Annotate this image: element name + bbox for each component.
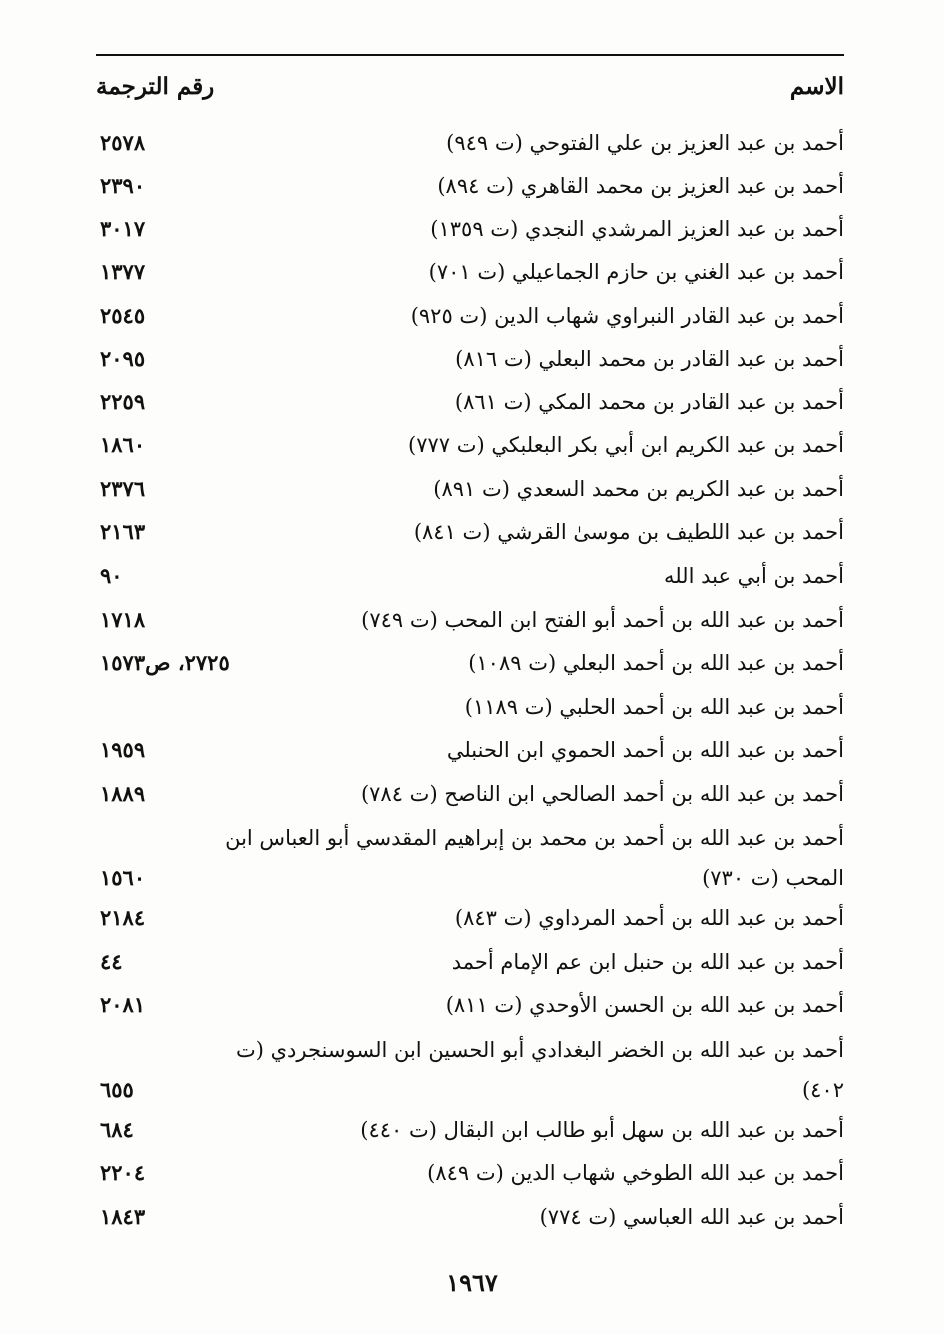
list-item (0, 942, 944, 986)
list-item (0, 512, 944, 556)
list-item (0, 339, 944, 383)
entry-name: أحمد بن عبد الله بن أحمد المرداوي (ت ٨٤٣) (454, 906, 844, 930)
entry-number: ٤٤ (100, 949, 123, 974)
entry-name: أحمد بن عبد الله بن سهل أبو طالب ابن البقال (ت ٤٤٠) (360, 1118, 844, 1142)
list-item (0, 985, 944, 1029)
entry-name: أحمد بن أبي عبد الله (663, 564, 844, 588)
list-item (0, 425, 944, 469)
list-item (0, 123, 944, 167)
list-item (0, 556, 944, 600)
number-column-header: رقم الترجمة (96, 73, 215, 100)
entry-name: أحمد بن عبد القادر بن محمد البعلي (ت ٨١٦) (455, 347, 844, 371)
entry-number: ١٩٥٩ (100, 737, 146, 762)
entry-name: أحمد بن عبد القادر بن محمد المكي (ت ٨٦١) (454, 390, 844, 414)
entry-number: ٦٨٤ (100, 1117, 134, 1142)
entry-name: أحمد بن عبد الله بن الحسن الأوحدي (ت ٨١١) (445, 993, 844, 1017)
entry-name: أحمد بن عبد الغني بن حازم الجماعيلي (ت ٧٠١) (428, 260, 844, 284)
entry-number: ٩٠ (100, 563, 123, 588)
list-item (0, 296, 944, 340)
entry-name: أحمد بن عبد الله بن أحمد أبو الفتح ابن المحب (ت ٧٤٩) (361, 608, 844, 632)
entry-name: أحمد بن عبد الله بن أحمد بن محمد بن إبراهيم المقدسي أبو العباس ابن المحب (ت ٧٣٠) (225, 826, 844, 890)
entry-number: ٢٧٢٥، ص١٥٧٣ (100, 650, 230, 675)
entry-name: أحمد بن عبد الله العباسي (ت ٧٧٤) (539, 1205, 844, 1229)
list-item (0, 1030, 944, 1116)
list-item (0, 469, 944, 513)
entry-number: ٢٣٧٦ (100, 476, 146, 501)
entry-number: ١٧١٨ (100, 607, 146, 632)
list-item (0, 1153, 944, 1197)
entry-number: ١٣٧٧ (100, 259, 146, 284)
list-item (0, 687, 944, 731)
entry-number: ٢٥٧٨ (100, 130, 146, 155)
entry-number: ٢٠٨١ (100, 992, 146, 1017)
entry-number: ٢٠٩٥ (100, 346, 146, 371)
entry-name: أحمد بن عبد الكريم ابن أبي بكر البعلبكي (ت ٧٧٧) (408, 433, 844, 457)
list-item (0, 209, 944, 253)
entry-number: ٢١٨٤ (100, 905, 146, 930)
entry-name: أحمد بن عبد العزيز المرشدي النجدي (ت ١٣٥٩) (430, 217, 844, 241)
entry-name: أحمد بن عبد الله بن حنبل ابن عم الإمام أحمد (451, 950, 844, 974)
entry-number: ٦٥٥ (100, 1077, 134, 1102)
entry-number: ١٨٨٩ (100, 781, 146, 806)
entry-name: أحمد بن عبد القادر النبراوي شهاب الدين (ت ٩٢٥) (410, 304, 844, 328)
entry-number: ٢١٦٣ (100, 519, 146, 544)
entry-name: أحمد بن عبد اللطيف بن موسىٰ القرشي (ت ٨٤١) (413, 520, 844, 544)
entry-number: ١٥٦٠ (100, 865, 146, 890)
name-column-header: الاسم (789, 73, 844, 100)
entry-number: ٣٠١٧ (100, 216, 146, 241)
list-item (0, 252, 944, 296)
entry-name: أحمد بن عبد العزيز بن علي الفتوحي (ت ٩٤٩) (446, 131, 844, 155)
list-item (0, 730, 944, 774)
list-item (0, 1197, 944, 1241)
list-item (0, 898, 944, 942)
entry-number: ٢٢٥٩ (100, 389, 146, 414)
entry-number: ١٨٤٣ (100, 1204, 146, 1229)
entry-name: أحمد بن عبد الله الطوخي شهاب الدين (ت ٨٤٩) (427, 1161, 844, 1185)
list-item (0, 818, 944, 904)
entry-name: أحمد بن عبد العزيز بن محمد القاهري (ت ٨٩٤) (437, 174, 844, 198)
list-item (0, 600, 944, 644)
entry-number: ١٨٦٠ (100, 432, 146, 457)
list-item (0, 774, 944, 818)
entry-name: أحمد بن عبد الله بن أحمد الصالحي ابن الناصح (ت ٧٨٤) (360, 782, 844, 806)
entry-name: أحمد بن عبد الله بن الخضر البغدادي أبو الحسين ابن السوسنجردي (ت ٤٠٢) (235, 1038, 844, 1102)
entry-number: ٢٣٩٠ (100, 173, 146, 198)
entry-number: ٢٢٠٤ (100, 1160, 146, 1185)
entry-name: أحمد بن عبد الله بن أحمد البعلي (ت ١٠٨٩) (468, 651, 844, 675)
entry-name: أحمد بن عبد الكريم بن محمد السعدي (ت ٨٩١) (433, 477, 844, 501)
list-item (0, 382, 944, 426)
list-item (0, 643, 944, 687)
entry-name: أحمد بن عبد الله بن أحمد الحموي ابن الحنبلي (446, 738, 844, 762)
list-item (0, 166, 944, 210)
entry-name: أحمد بن عبد الله بن أحمد الحلبي (ت ١١٨٩) (464, 695, 844, 719)
entry-number: ٢٥٤٥ (100, 303, 146, 328)
list-item (0, 1110, 944, 1154)
page-number: ١٩٦٧ (446, 1268, 498, 1297)
